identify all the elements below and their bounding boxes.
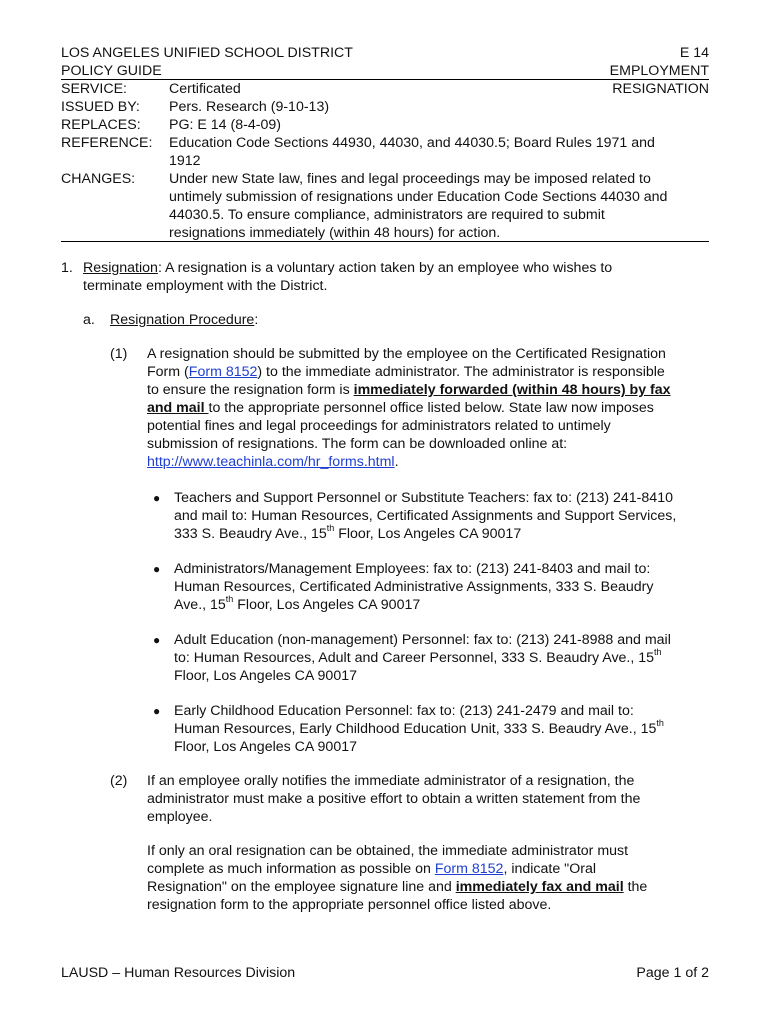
reference-value-line1: Education Code Sections 44930, 44030, and 44030.5; Board Rules 1971 and <box>169 135 655 151</box>
bullet2-line2: Human Resources, Certificated Administrative Assignments, 333 S. Beaudry <box>174 579 654 595</box>
item2-p2-line2 <box>147 860 596 878</box>
item1-line3-a: to ensure the resignation form is <box>147 382 354 398</box>
section-text: : A resignation is a voluntary action taken by an employee who wishes to <box>157 260 613 276</box>
item1-line4 <box>147 399 654 417</box>
issued-by-value: Pers. Research (9-10-13) <box>169 99 330 115</box>
bullet3-line3: Floor, Los Angeles CA 90017 <box>174 668 357 684</box>
item2-p2-line1: If only an oral resignation can be obtained, the immediate administrator must <box>147 843 629 859</box>
section-number: 1. <box>61 260 73 276</box>
bullet2-line3-a: Ave., 15 <box>174 597 226 613</box>
bullet-icon: ● <box>153 633 161 647</box>
form-8152-link-2[interactable]: Form 8152 <box>434 861 504 877</box>
subsection-colon: : <box>254 312 259 328</box>
bullet4-line2-a: Human Resources, Early Childhood Education Unit, 333 S. Beaudry Ave., 15 <box>174 721 657 737</box>
service-value: Certificated <box>169 81 241 97</box>
changes-line3: 44030.5. To ensure compliance, administrators are required to submit <box>169 207 605 223</box>
bullet2-line3-b: Floor, Los Angeles CA 90017 <box>233 597 421 613</box>
bullet-icon: ● <box>153 562 161 576</box>
policy-code: E 14 <box>679 45 709 61</box>
bullet3-line2-a: to: Human Resources, Adult and Career Personnel, 333 S. Beaudry Ave., 15 <box>174 650 655 666</box>
changes-line2: untimely submission of resignations under Education Code Sections 44030 and <box>169 189 668 205</box>
bullet1-line3-a: 333 S. Beaudry Ave., 15 <box>174 526 327 542</box>
district-name: LOS ANGELES UNIFIED SCHOOL DISTRICT <box>61 45 353 61</box>
item1-emphasis: immediately forwarded (within 48 hours) by fax <box>353 382 671 398</box>
item2-emphasis: immediately fax and mail <box>455 879 624 895</box>
item1-line2 <box>147 363 665 381</box>
item1-number: (1) <box>110 346 128 362</box>
item2-p2-line4: resignation form to the appropriate personnel office listed above. <box>147 897 552 913</box>
bullet1-line3-b: Floor, Los Angeles CA 90017 <box>334 526 522 542</box>
subsection-heading <box>110 311 258 329</box>
section-title: Resignation <box>83 260 158 276</box>
header-bottom-rule <box>61 241 709 242</box>
item2-p2-line2-b: , indicate "Oral <box>503 861 597 877</box>
bullet4-line1: Early Childhood Education Personnel: fax to: (213) 241-2479 and mail to: <box>174 703 634 719</box>
item1-line1: A resignation should be submitted by the employee on the Certificated Resignation <box>147 346 666 362</box>
bullet-icon: ● <box>153 491 161 505</box>
subsection-title: Resignation Procedure <box>110 312 255 328</box>
section-heading-line <box>83 259 612 277</box>
bullet3-line2 <box>174 649 662 667</box>
footer-page-number: Page 1 of 2 <box>636 965 709 981</box>
item2-p2-line3-a: Resignation" on the employee signature line and <box>147 879 456 895</box>
item2-line3: employee. <box>147 809 213 825</box>
item2-line2: administrator must make a positive effort to obtain a written statement from the <box>147 791 641 807</box>
hr-forms-url-link[interactable]: http://www.teachinla.com/hr_forms.html <box>147 454 395 470</box>
item1-line3 <box>147 381 671 399</box>
bullet4-sup: th <box>656 718 664 729</box>
item2-line1: If an employee orally notifies the immediate administrator of a resignation, the <box>147 773 635 789</box>
bullet2-line1: Administrators/Management Employees: fax to: (213) 241-8403 and mail to: <box>174 561 651 577</box>
item1-line5: potential fines and legal proceedings for administrators related to untimely <box>147 418 611 434</box>
item2-p2-line2-a: complete as much information as possible on <box>147 861 435 877</box>
bullet2-line3 <box>174 596 420 614</box>
item1-line6: submission of resignations. The form can be downloaded online at: <box>147 436 568 452</box>
item1-line2-b: ) to the immediate administrator. The administrator is responsible <box>257 364 665 380</box>
bullet3-line1: Adult Education (non-management) Personnel: fax to: (213) 241-8988 and mail <box>174 632 671 648</box>
item1-emphasis-2: and mail <box>147 400 209 416</box>
item1-line7 <box>147 453 399 471</box>
item2-number: (2) <box>110 773 128 789</box>
item2-p2-line3-c: the <box>623 879 648 895</box>
bullet1-line2: and mail to: Human Resources, Certificated Assignments and Support Services, <box>174 508 677 524</box>
policy-category: EMPLOYMENT <box>609 63 709 79</box>
bullet3-sup: th <box>654 647 662 658</box>
bullet1-line3 <box>174 525 521 543</box>
item1-line4-b: to the appropriate personnel office listed below. State law now imposes <box>208 400 654 416</box>
bullet2-sup: th <box>225 594 234 605</box>
policy-topic: RESIGNATION <box>612 81 709 97</box>
bullet1-line1: Teachers and Support Personnel or Substitute Teachers: fax to: (213) 241-8410 <box>174 490 673 506</box>
changes-line4: resignations immediately (within 48 hours) for action. <box>169 225 501 241</box>
item2-p2-line3 <box>147 878 647 896</box>
service-label: SERVICE: <box>61 81 127 97</box>
issued-by-label: ISSUED BY: <box>61 99 140 115</box>
replaces-value: PG: E 14 (8-4-09) <box>169 117 281 133</box>
section-text-line2: terminate employment with the District. <box>83 278 328 294</box>
item1-line2-a: Form ( <box>147 364 189 380</box>
replaces-label: REPLACES: <box>61 117 141 133</box>
bullet4-line3: Floor, Los Angeles CA 90017 <box>174 739 357 755</box>
bullet-icon: ● <box>153 704 161 718</box>
bullet4-line2 <box>174 720 664 738</box>
bullet1-sup: th <box>326 523 335 534</box>
footer-division: LAUSD – Human Resources Division <box>61 965 296 981</box>
reference-label: REFERENCE: <box>61 135 153 151</box>
policy-guide-label: POLICY GUIDE <box>61 63 162 79</box>
changes-line1: Under new State law, fines and legal proceedings may be imposed related to <box>169 171 651 187</box>
reference-value-line2: 1912 <box>169 153 201 169</box>
form-8152-link[interactable]: Form 8152 <box>188 364 258 380</box>
subsection-letter: a. <box>83 312 95 328</box>
changes-label: CHANGES: <box>61 171 136 187</box>
item1-url-end: . <box>394 454 399 470</box>
